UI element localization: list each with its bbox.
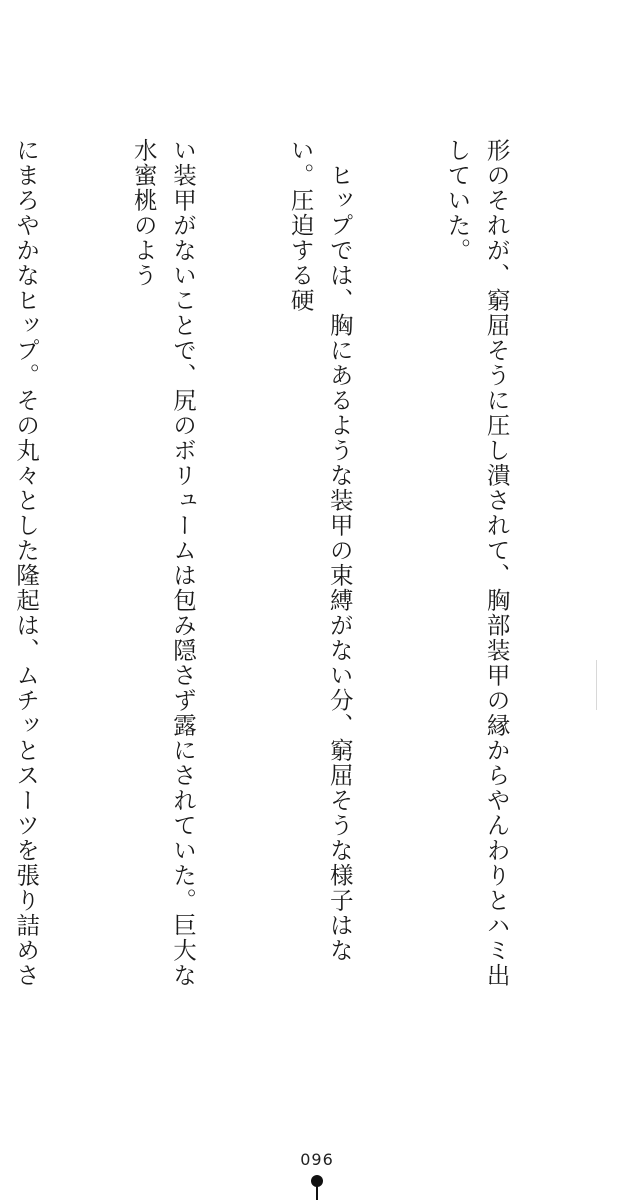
text-line: い装甲がないことで、尻のボリュームは包み隠さず露にされていた。巨大な水蜜桃のよう [129,138,197,988]
page-number: 096 [300,1150,334,1169]
text-line: ヒップでは、胸にあるような装甲の束縛がない分、窮屈そうな様子はない。圧迫する硬 [286,138,354,963]
text-line: にまろやかなヒップ。その丸々とした隆起は、ムチッとスーツを張り詰めさ [12,138,41,988]
text-line: 形のそれが、窮屈そうに圧し潰されて、胸部装甲の縁からやんわりとハミ出していた。 [443,138,511,988]
page-marker-stem [316,1186,318,1200]
scan-mark [596,660,597,710]
vertical-text-body [12,138,594,998]
